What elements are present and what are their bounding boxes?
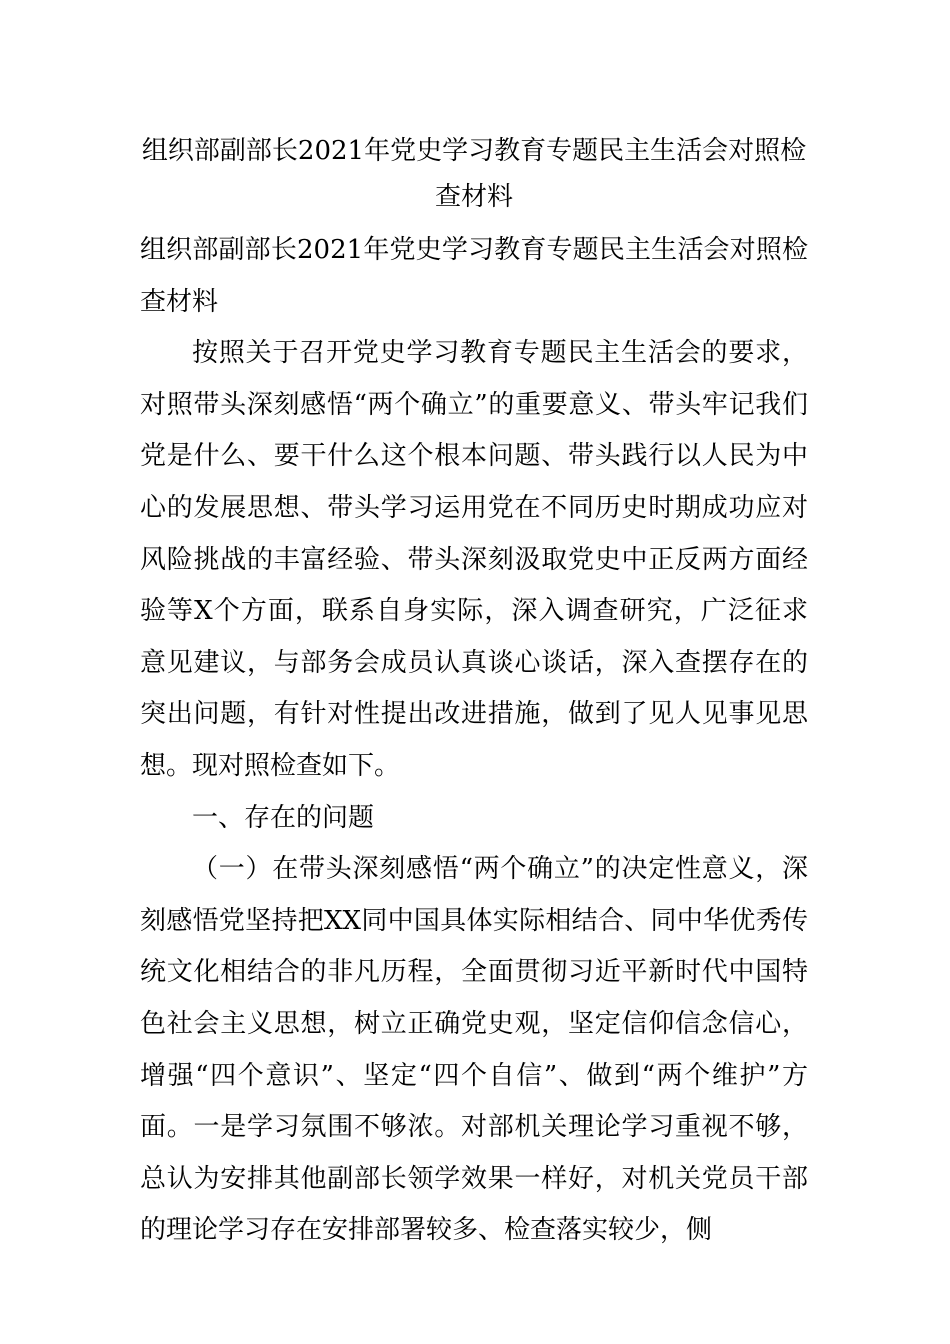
document-title: 组织部副部长2021年党史学习教育专题民主生活会对照检查材料 <box>141 136 807 212</box>
section-heading: 一、存在的问题 <box>192 802 375 833</box>
intro-paragraph: 按照关于召开党史学习教育专题民主生活会的要求，对照带头深刻感悟“两个确立”的重要意义、带头牢记我们党是什么、要干什么这个根本问题、带头践行以人民为中心的发展思想、带头学习运用党在不同历史时期成功应对风险挑战的丰富经验、带头深刻汲取党史中正反两方面经验等X个方面，联系自身实际，深入调查研究，广泛征求意见建议，与部务会成员认真谈心谈话，深入查摆存在的突出问题，有针对性提出改进措施，做到了见人见事见思想。现对照检查如下。 <box>140 338 808 781</box>
document-body <box>140 225 808 1257</box>
section-paragraph: （一）在带头深刻感悟“两个确立”的决定性意义，深刻感悟党坚持把XX同中国具体实际相结合、同中华优秀传统文化相结合的非凡历程，全面贯彻习近平新时代中国特色社会主义思想，树立正确党史观，坚定信仰信念信心，增强“四个意识”、坚定“四个自信”、做到“两个维护”方面。一是学习氛围不够浓。对部机关理论学习重视不够，总认为安排其他副部长领学效果一样好，对机关党员干部的理论学习存在安排部署较多、检查落实较少，侧 <box>140 854 808 1246</box>
repeated-title: 组织部副部长2021年党史学习教育专题民主生活会对照检查材料 <box>140 235 808 317</box>
